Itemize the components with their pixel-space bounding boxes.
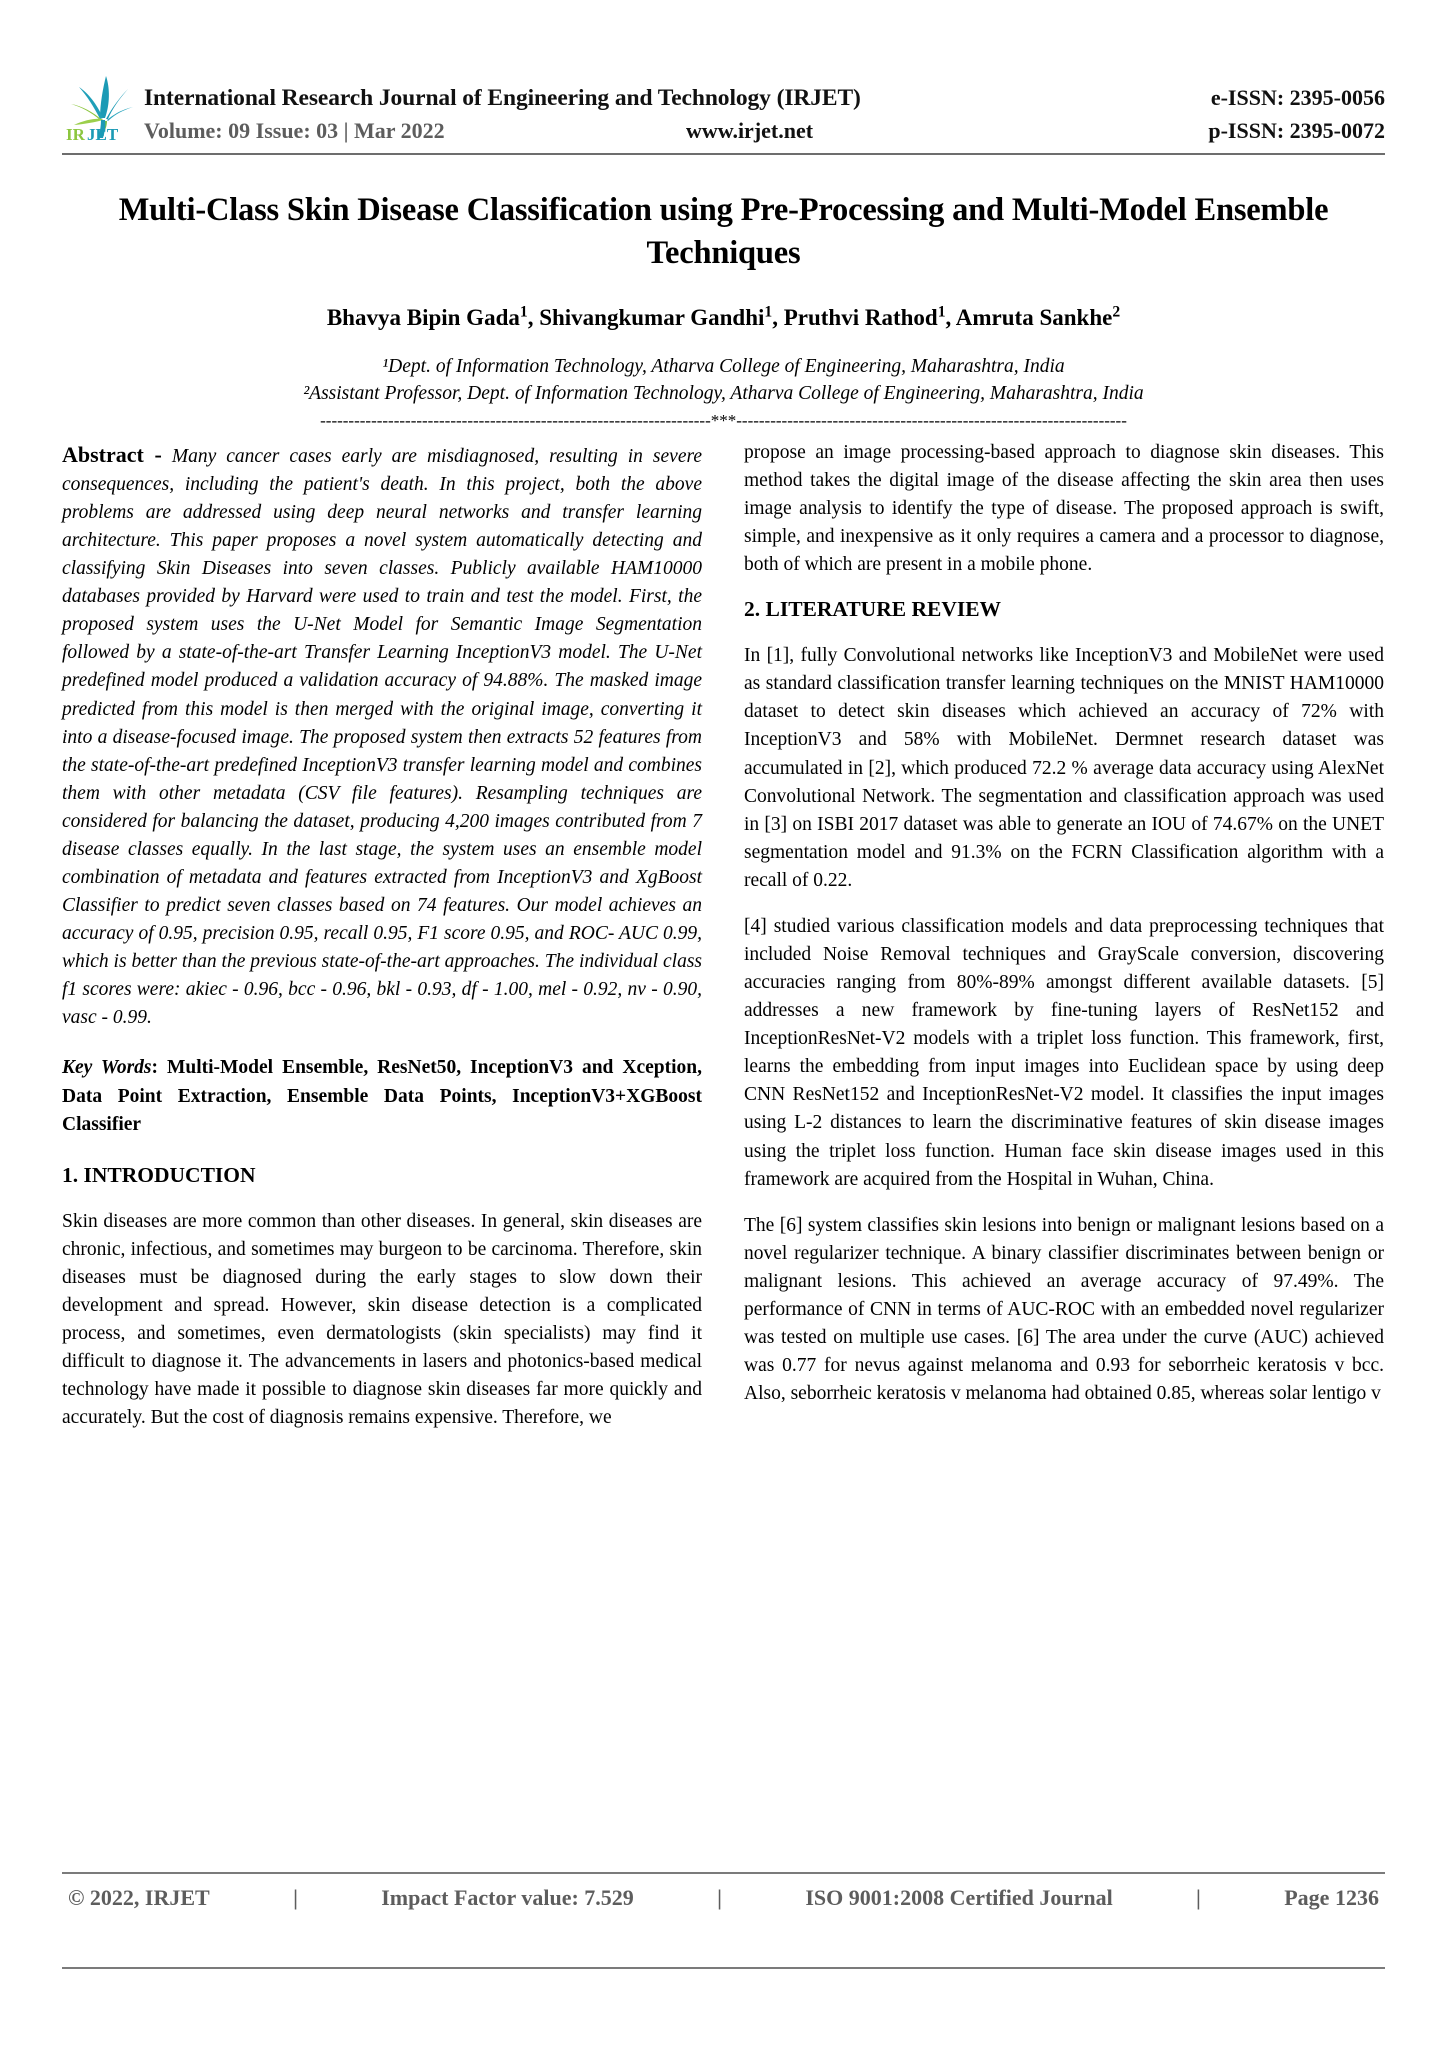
literature-paragraph-1: In [1], fully Convolutional networks like InceptionV3 and MobileNet were used as standard classification transfer learning techniques on the MNIST HAM10000 dataset to detect skin diseases which achieved an accuracy of 72% with InceptionV3 and 58% with MobileNet. Dermnet research dataset was accumulated in [2], which produced 72.2 % average data accuracy using AlexNet Convolutional Network. The segmentation and classification approach was used in [3] on ISBI 2017 dataset was able to generate an IOU of 74.67% on the UNET segmentation model and 91.3% on the FCRN Classification algorithm with a recall of 0.22.	[744, 645, 1384, 891]
svg-text:IR: IR	[66, 125, 85, 144]
volume-issue-info: Volume: 09 Issue: 03 | Mar 2022	[144, 118, 445, 143]
affiliation-2: ²Assistant Professor, Dept. of Information Technology, Atharva College of Engineering, Maharashtra, India	[303, 383, 1144, 405]
masthead-row	[62, 70, 1385, 144]
masthead-line-1	[144, 85, 1385, 112]
page-content	[62, 0, 1385, 1450]
masthead-line-2	[144, 118, 1385, 144]
masthead-text	[144, 85, 1385, 144]
literature-paragraph-2: [4] studied various classification models and data preprocessing techniques that included Noise Removal techniques and GrayScale conversion, discovering accuracies ranging from 80%-89% amongst different available datasets. [5] addresses a new framework by fine-tuning layers of ResNet152 and InceptionResNet-V2 models with a triplet loss function. This framework, first, learns the embedding from input images into Euclidean space by using deep CNN ResNet152 and InceptionResNet-V2 model. It classifies the input images using L-2 distances to learn the discriminative features of skin disease images using the triplet loss function. Human face skin disease images used in this framework are acquired from the Hospital in Wuhan, China.	[744, 915, 1384, 1190]
footer-divider-bottom	[62, 1967, 1385, 1969]
introduction-paragraph: Skin diseases are more common than other diseases. In general, skin diseases are chronic, infectious, and sometimes may burgeon to be carcinoma. Therefore, skin diseases must be diagnosed during the early stages to slow down their development and spread. However, skin disease detection is a complicated process, and sometimes, even dermatologists (skin specialists) may find it difficult to diagnose it. The advancements in lasers and photonics-based medical technology have made it possible to diagnose skin diseases far more quickly and accurately. But the cost of diagnosis remains expensive. Therefore, we	[62, 1210, 702, 1429]
page-footer	[62, 1872, 1385, 1969]
separator-stars: ***	[710, 412, 737, 431]
section-separator	[62, 412, 1385, 431]
affiliation-1: ¹Dept. of Information Technology, Atharva College of Engineering, Maharashtra, India	[382, 355, 1065, 377]
two-column-body	[62, 439, 1385, 1451]
abstract-paragraph	[62, 439, 702, 1033]
abstract-text: Many cancer cases early are misdiagnosed, resulting in severe consequences, including the patient's death. In this project, both the above problems are addressed using deep neural networks and transfer learning architecture. This paper proposes a novel system automatically detecting and classifying Skin Diseases into seven classes. Publicly available HAM10000 databases provided by Harvard were used to train and test the model. First, the proposed system uses the U-Net Model for Semantic Image Segmentation followed by a state-of-the-art Transfer Learning InceptionV3 model. The U-Net predefined model produced a validation accuracy of 94.88%. The masked image predicted from this model is then merged with the original image, converting it into a disease-focused image. The proposed system then extracts 52 features from the state-of-the-art predefined InceptionV3 transfer learning model and combines them with other metadata (CSV file features). Resampling techniques are considered for balancing the dataset, producing 4,200 images contributed from 7 disease classes equally. In the last stage, the system uses an ensemble model combination of metadata and features extracted from InceptionV3 and XgBoost Classifier to predict seven classes based on 74 features. Our model achieves an accuracy of 0.95, precision 0.95, recall 0.95, F1 score 0.95, and ROC- AUC 0.99, which is better than the previous state-of-the-art approaches. The individual class f1 scores were: akiec - 0.96, bcc - 0.96, bkl - 0.93, df - 1.00, mel - 0.92, nv - 0.90, vasc - 0.99.	[62, 445, 702, 1029]
footer-separator-3: |	[1196, 1885, 1201, 1910]
left-column	[62, 439, 702, 1451]
section-heading-introduction: 1. INTRODUCTION	[62, 1162, 256, 1187]
affiliations	[62, 353, 1385, 408]
footer-impact-factor: Impact Factor value: 7.529	[381, 1885, 634, 1910]
irjet-logo	[62, 70, 144, 144]
svg-text:JET: JET	[87, 125, 119, 144]
author-list: Bhavya Bipin Gada$^1$, Shivangkumar Gandhi$^1$, Pruthvi Rathod$^1$, Amruta Sankhe$^2$	[326, 303, 1121, 330]
separator-left-dashes: ---------------------------------------------------------------------	[320, 412, 711, 431]
keywords-text: : Multi-Model Ensemble, ResNet50, InceptionV3 and Xception, Data Point Extraction, Ensemble Data Points, InceptionV3+XGBoost Classifier	[62, 1057, 702, 1135]
keywords-paragraph	[62, 1054, 702, 1138]
p-issn: p-ISSN: 2395-0072	[1208, 118, 1385, 143]
footer-copyright: © 2022, IRJET	[68, 1885, 210, 1910]
journal-title: International Research Journal of Engineering and Technology (IRJET)	[144, 85, 861, 111]
e-issn: e-ISSN: 2395-0056	[1210, 85, 1385, 110]
footer-separator-2: |	[717, 1885, 722, 1910]
footer-separator-1: |	[293, 1885, 298, 1910]
header-divider	[62, 153, 1385, 155]
journal-masthead	[62, 0, 1385, 155]
abstract-label: Abstract -	[62, 441, 162, 467]
section-heading-literature-review: 2. LITERATURE REVIEW	[744, 597, 1002, 622]
separator-right-dashes: ---------------------------------------------------------------------	[736, 412, 1127, 431]
footer-content	[62, 1874, 1385, 1911]
footer-certification: ISO 9001:2008 Certified Journal	[805, 1885, 1113, 1910]
keywords-label: Key Words	[62, 1057, 152, 1079]
literature-paragraph-3: The [6] system classifies skin lesions into benign or malignant lesions based on a novel regularizer technique. A binary classifier discriminates between benign or malignant lesions. This achieved an average accuracy of 97.49%. The performance of CNN in terms of AUC-ROC with an embedded novel regularizer was tested on multiple use cases. [6] The area under the curve (AUC) achieved was 0.77 for nevus against melanoma and 0.93 for seborrheic keratosis v bcc. Also, seborrheic keratosis v melanoma had obtained 0.85, whereas solar lentigo v	[744, 1214, 1384, 1405]
right-column	[744, 439, 1384, 1451]
paper-title: Multi-Class Skin Disease Classification using Pre-Processing and Multi-Model Ensemble Techniques	[118, 192, 1329, 271]
irjet-logo-icon	[66, 72, 140, 144]
journal-website[interactable]: www.irjet.net	[686, 118, 814, 143]
introduction-continued-paragraph: propose an image processing-based approach to diagnose skin diseases. This method takes the digital image of the disease affecting the skin area then uses image analysis to identify the type of disease. The proposed approach is swift, simple, and inexpensive as it only requires a camera and a processor to diagnose, both of which are present in a mobile phone.	[744, 441, 1384, 576]
footer-page-number: Page 1236	[1284, 1885, 1379, 1910]
